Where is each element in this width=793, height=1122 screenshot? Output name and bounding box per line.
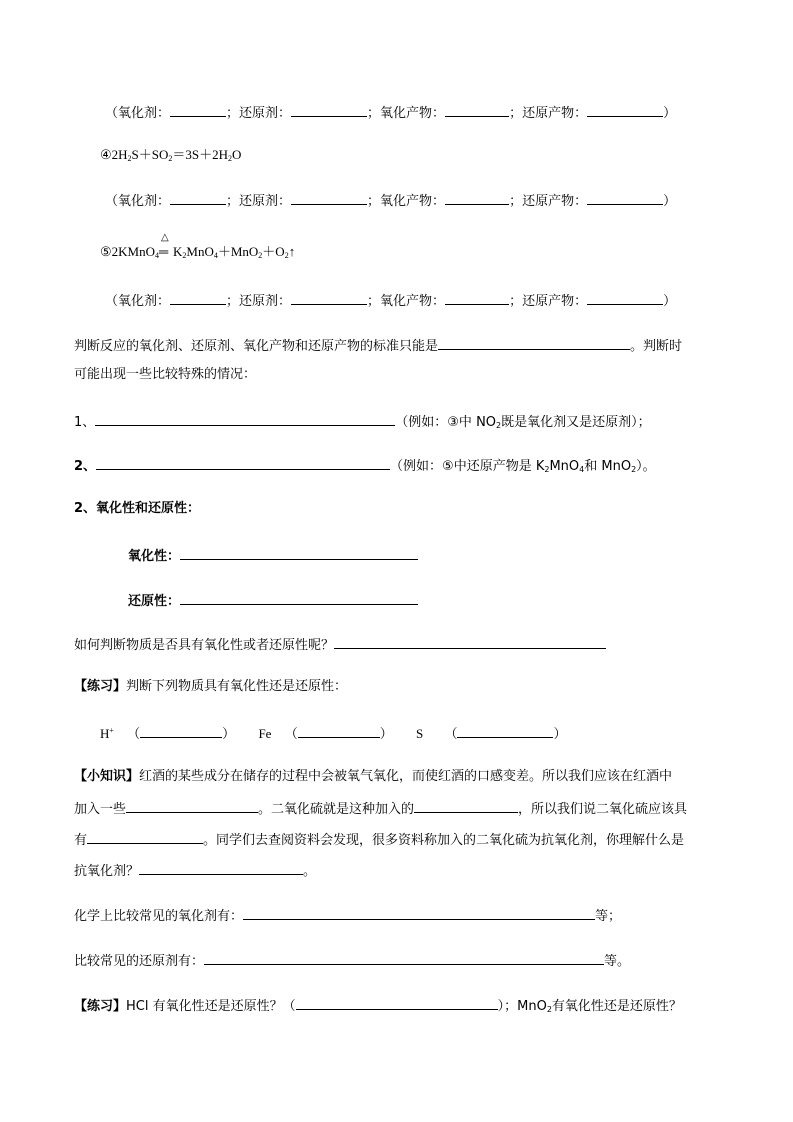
judge-question-text: 如何判断物质是否具有氧化性或者还原性呢？	[74, 638, 335, 653]
reductant-blank[interactable]	[291, 102, 367, 117]
case-blank[interactable]	[96, 455, 390, 470]
answer-row-3	[105, 102, 676, 123]
knowledge-text-2b: 。二氧化硫就是这种加入的	[258, 802, 415, 817]
reaction-formula: $2H_2S+SO_2=3S+2H_2O$	[111, 147, 242, 163]
reducing-row	[128, 590, 418, 611]
knowledge-text-4a: 抗氧化剂？	[74, 864, 140, 879]
item-s: S	[415, 726, 424, 741]
knowledge-line-2	[74, 798, 687, 819]
reductant-label: ；还原剂：	[226, 194, 292, 209]
etc-1: 等；	[595, 909, 622, 924]
ox-product-blank[interactable]	[445, 102, 509, 117]
ox-product-label: ；氧化产物：	[367, 294, 446, 309]
knowledge-line-4	[74, 860, 316, 881]
knowledge-text-4b: 。	[303, 864, 317, 879]
practice-2-text-2: ）；MnO$_2$有氧化性还是还原性？	[497, 999, 682, 1014]
close-paren: ）	[663, 294, 677, 309]
criterion-blank[interactable]	[438, 335, 630, 350]
red-product-label: ；还原产物：	[509, 194, 588, 209]
s-blank[interactable]	[457, 723, 553, 738]
criterion-text: 判断反应的氧化剂、还原剂、氧化产物和还原产物的标准只能是	[74, 339, 439, 354]
oxidizing-blank[interactable]	[180, 545, 418, 560]
case-blank[interactable]	[95, 411, 395, 426]
close-paren: ）	[663, 106, 677, 121]
common-oxidants-blank[interactable]	[243, 905, 595, 920]
oxidant-label: 氧化剂：	[118, 106, 171, 121]
oxidant-blank[interactable]	[170, 102, 226, 117]
oxidizing-row	[128, 545, 418, 566]
practice-tag: 【练习】	[74, 679, 127, 694]
criterion-line-2	[74, 366, 256, 384]
red-product-label: ；还原产物：	[509, 294, 588, 309]
reductant-blank[interactable]	[291, 190, 367, 205]
close-paren: ）	[553, 726, 567, 741]
criterion-line-1	[74, 335, 682, 356]
practice-tag: 【练习】	[74, 999, 127, 1014]
close-paren: ）	[222, 726, 236, 741]
reaction-4	[100, 146, 241, 164]
etc-2: 等。	[604, 954, 631, 969]
special-case-2	[74, 455, 656, 476]
item-h-plus: H+	[100, 726, 114, 741]
knowledge-text-2c: ，所以我们说二氧化硫应该具	[518, 802, 688, 817]
reducing-blank[interactable]	[180, 590, 418, 605]
reaction-number: ④	[100, 147, 112, 162]
oxidant-blank[interactable]	[170, 190, 226, 205]
open-paren: （	[105, 294, 119, 309]
knowledge-blank-1[interactable]	[126, 798, 258, 813]
common-reductants-blank[interactable]	[204, 950, 604, 965]
open-paren: （	[105, 106, 119, 121]
reductant-label: ；还原剂：	[226, 106, 292, 121]
criterion-text-end: 。判断时	[630, 339, 683, 354]
practice-2-blank[interactable]	[296, 995, 498, 1010]
common-reductants	[74, 950, 630, 971]
oxidant-label: 氧化剂：	[118, 294, 171, 309]
ox-product-label: ；氧化产物：	[367, 194, 446, 209]
knowledge-line-3	[74, 829, 684, 850]
oxidizing-label: 氧化性：	[128, 549, 181, 564]
open-paren: （	[284, 726, 298, 741]
judge-question-blank[interactable]	[334, 634, 606, 649]
common-oxidants-label: 化学上比较常见的氧化剂有：	[74, 909, 244, 924]
practice-2-text-1: HCl 有氧化性还是还原性？（	[126, 999, 296, 1014]
section-2-title: 2、氧化性和还原性：	[74, 501, 201, 516]
case-note: （例如：③中 $NO_2$既是氧化剂又是还原剂）；	[395, 415, 651, 430]
judge-question	[74, 634, 606, 655]
item-fe: Fe	[258, 726, 272, 741]
close-paren: ）	[663, 194, 677, 209]
fe-blank[interactable]	[298, 723, 380, 738]
knowledge-line-1	[74, 768, 672, 786]
special-case-1	[74, 411, 651, 432]
knowledge-text-1: 红酒的某些成分在储存的过程中会被氧气氧化，而使红酒的口感变差。所以我们应该在红酒中	[139, 769, 673, 784]
reducing-label: 还原性：	[128, 594, 181, 609]
knowledge-blank-3[interactable]	[87, 829, 203, 844]
practice-1	[74, 678, 347, 696]
red-product-blank[interactable]	[587, 290, 663, 305]
heat-equals-sign: △ ═	[159, 232, 169, 259]
answer-row-5	[105, 290, 676, 311]
red-product-blank[interactable]	[587, 190, 663, 205]
red-product-blank[interactable]	[587, 102, 663, 117]
open-paren: （	[105, 194, 119, 209]
close-paren: ）	[379, 726, 393, 741]
oxidant-blank[interactable]	[170, 290, 226, 305]
knowledge-text-2a: 加入一些	[74, 802, 127, 817]
practice-1-items	[100, 723, 566, 743]
knowledge-blank-2[interactable]	[414, 798, 518, 813]
case-note: （例如：⑤中还原产物是 $K_2MnO_4$和 MnO$_2$）。	[390, 459, 656, 474]
h-plus-blank[interactable]	[140, 723, 222, 738]
knowledge-blank-4[interactable]	[139, 860, 303, 875]
practice-2	[74, 995, 682, 1016]
red-product-label: ；还原产物：	[509, 106, 588, 121]
reaction-number: ⑤	[100, 244, 112, 259]
common-oxidants	[74, 905, 621, 926]
criterion-text-2: 可能出现一些比较特殊的情况：	[74, 367, 257, 382]
knowledge-tag: 【小知识】	[74, 769, 140, 784]
practice-text: 判断下列物质具有氧化性还是还原性：	[126, 679, 348, 694]
reaction-5	[100, 232, 296, 261]
case-number: 1、	[74, 415, 96, 430]
open-paren: （	[127, 726, 141, 741]
oxidant-label: 氧化剂：	[118, 194, 171, 209]
answer-row-4	[105, 190, 676, 211]
ox-product-blank[interactable]	[445, 290, 509, 305]
knowledge-text-3a: 有	[74, 833, 88, 848]
case-number: 2、	[74, 459, 97, 474]
open-paren: （	[444, 726, 458, 741]
ox-product-blank[interactable]	[445, 190, 509, 205]
ox-product-label: ；氧化产物：	[367, 106, 446, 121]
reductant-blank[interactable]	[291, 290, 367, 305]
knowledge-text-3b: 。同学们去查阅资料会发现，很多资料称加入的二氧化硫为抗氧化剂，你理解什么是	[203, 833, 685, 848]
reaction-formula: 2KMnO$_4$ △ ═ $K_2MnO_4+MnO_2+O_2↑$	[111, 232, 296, 260]
common-reductants-label: 比较常见的还原剂有：	[74, 954, 205, 969]
reductant-label: ；还原剂：	[226, 294, 292, 309]
